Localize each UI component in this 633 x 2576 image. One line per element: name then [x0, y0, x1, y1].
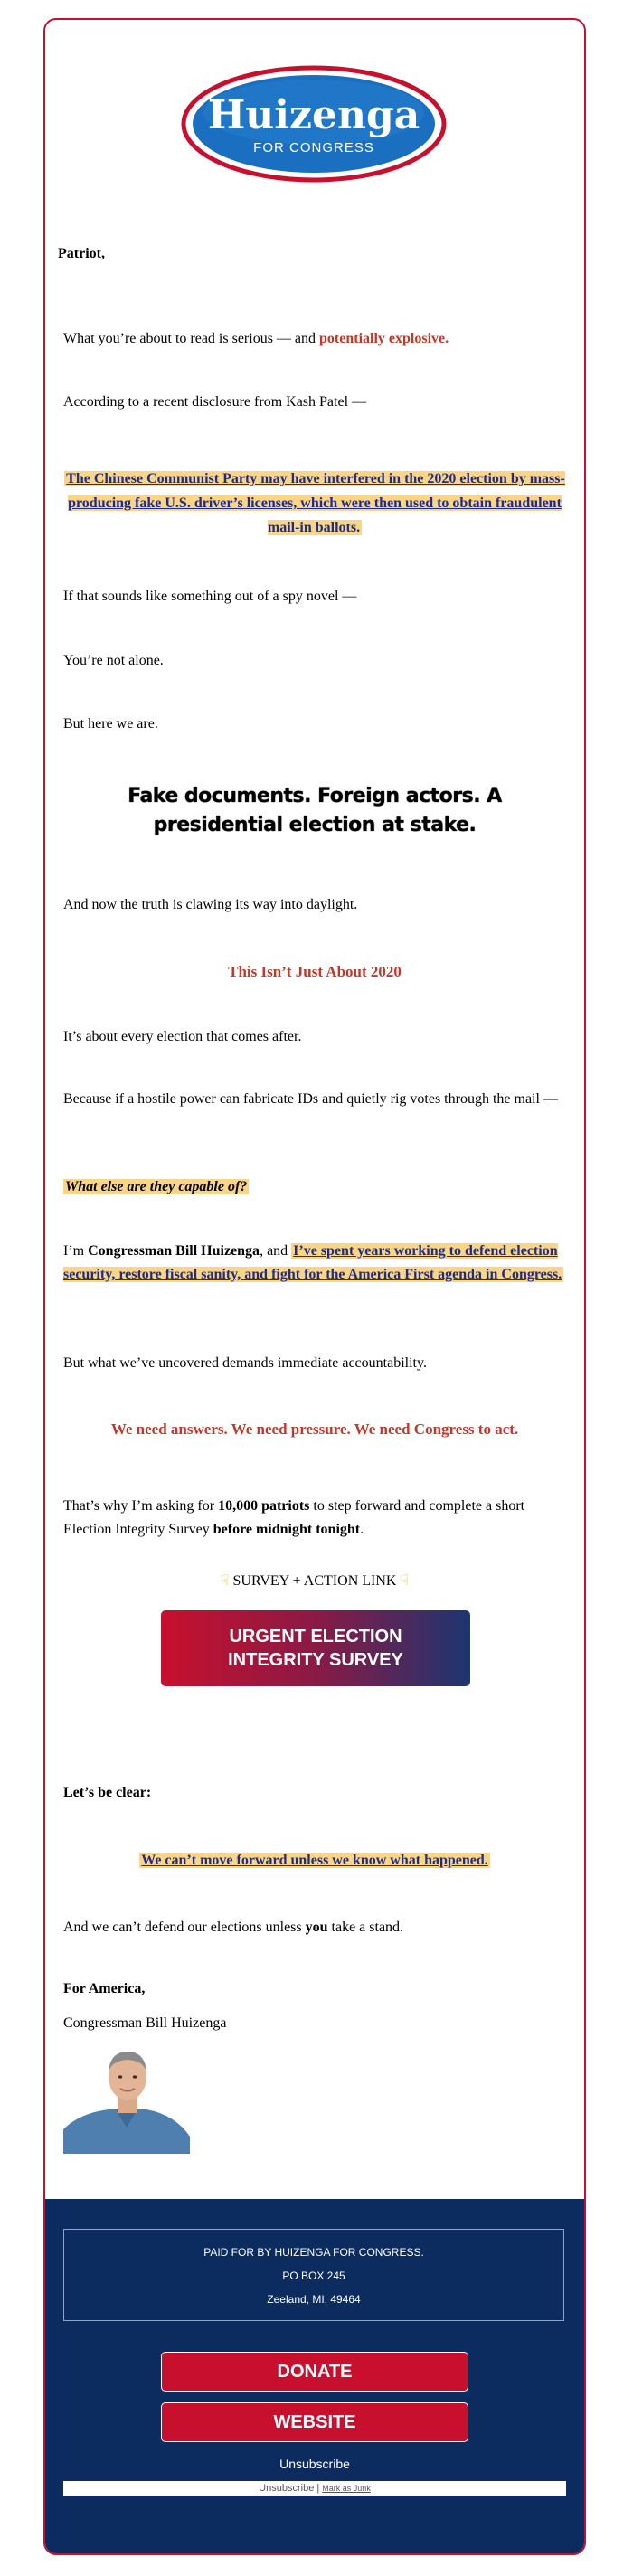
congressman-photo — [63, 2041, 190, 2154]
paid-for-text: PAID FOR BY HUIZENGA FOR CONGRESS. — [203, 2246, 424, 2259]
bio-link[interactable]: I’ve spent years working to defend election security, restore fiscal sanity, and fight for the America First agenda in Congress. — [63, 1243, 562, 1282]
here-we-are-paragraph: But here we are. — [63, 716, 158, 731]
pointing-finger-icon-right: ☟ — [400, 1571, 410, 1589]
patriots-count: 10,000 patriots — [218, 1498, 310, 1514]
take-a-stand-paragraph: And we can’t defend our elections unless you take a stand. — [63, 1920, 404, 1935]
headline: Fake documents. Foreign actors. A presidential election at stake. — [128, 785, 502, 836]
huizenga-logo — [181, 65, 447, 183]
city-address: Zeeland, MI, 49464 — [267, 2293, 361, 2306]
not-alone-paragraph: You’re not alone. — [63, 653, 164, 668]
greeting: Patriot, — [58, 246, 105, 261]
bio-paragraph: I’m Congressman Bill Huizenga, and I’ve spent years working to defend election security, restore fiscal sanity, and fight for the America First agenda in Congress. — [63, 1243, 562, 1282]
survey-ask-paragraph: That’s why I’m asking for 10,000 patriots to step forward and complete a short Election Integrity Survey before midnight tonight. — [63, 1498, 525, 1537]
footer — [45, 2199, 584, 2555]
ccp-claim-paragraph — [63, 467, 566, 540]
deadline-text: before midnight tonight — [213, 1522, 361, 1537]
kash-patel-paragraph: According to a recent disclosure from Kash Patel — — [63, 394, 367, 410]
unsubscribe-small-link[interactable]: Unsubscribe — [259, 2483, 315, 2494]
signature: Congressman Bill Huizenga — [63, 2015, 227, 2031]
unsubscribe-bar: Unsubscribe | Mark as Junk — [63, 2481, 566, 2496]
urgent-survey-button[interactable]: URGENT ELECTION INTEGRITY SURVEY — [161, 1610, 470, 1686]
need-answers-line: We need answers. We need pressure. We need Congress to act. — [110, 1420, 519, 1438]
accountability-paragraph: But what we’ve uncovered demands immediate accountability. — [63, 1355, 427, 1371]
logo-tagline: FOR CONGRESS — [253, 140, 374, 156]
paid-for-box — [63, 2229, 564, 2321]
subheading: This Isn’t Just About 2020 — [228, 963, 402, 980]
truth-paragraph: And now the truth is clawing its way into daylight. — [63, 897, 358, 912]
ccp-claim-link[interactable]: The Chinese Communist Party may have interfered in the 2020 election by mass-producing fake U.S. driver’s licenses, which were then used to obtain fraudulent mail-in ballots. — [66, 471, 565, 535]
explosive-text: potentially explosive. — [319, 331, 449, 346]
email-frame — [43, 18, 586, 2555]
pointing-finger-icon: ☟ — [220, 1571, 230, 1589]
unsubscribe-link[interactable]: Unsubscribe — [279, 2457, 350, 2471]
congressman-name: Congressman Bill Huizenga — [88, 1243, 260, 1259]
capable-question — [63, 1175, 566, 1199]
website-button[interactable]: WEBSITE — [161, 2402, 468, 2442]
lets-be-clear: Let’s be clear: — [63, 1785, 152, 1800]
capable-highlight: What else are they capable of? — [65, 1179, 248, 1194]
spy-novel-paragraph: If that sounds like something out of a spy novel — — [63, 589, 357, 604]
hostile-power-paragraph: Because if a hostile power can fabricate IDs and quietly rig votes through the mail — — [63, 1091, 558, 1107]
mark-as-junk-link[interactable]: Mark as Junk — [322, 2484, 371, 2493]
intro-paragraph: What you’re about to read is serious — and potentially explosive. — [63, 331, 449, 346]
donate-button[interactable]: DONATE — [161, 2352, 468, 2392]
know-what-happened-paragraph — [63, 1849, 566, 1873]
survey-label: ☟ SURVEY + ACTION LINK ☟ — [220, 1571, 410, 1589]
know-what-happened-link[interactable]: We can’t move forward unless we know what happened. — [141, 1853, 488, 1868]
logo-wordmark: Huizenga — [207, 92, 420, 138]
every-election-paragraph: It’s about every election that comes after. — [63, 1029, 302, 1044]
po-box: PO BOX 245 — [282, 2269, 345, 2282]
signoff: For America, — [63, 1981, 146, 1996]
